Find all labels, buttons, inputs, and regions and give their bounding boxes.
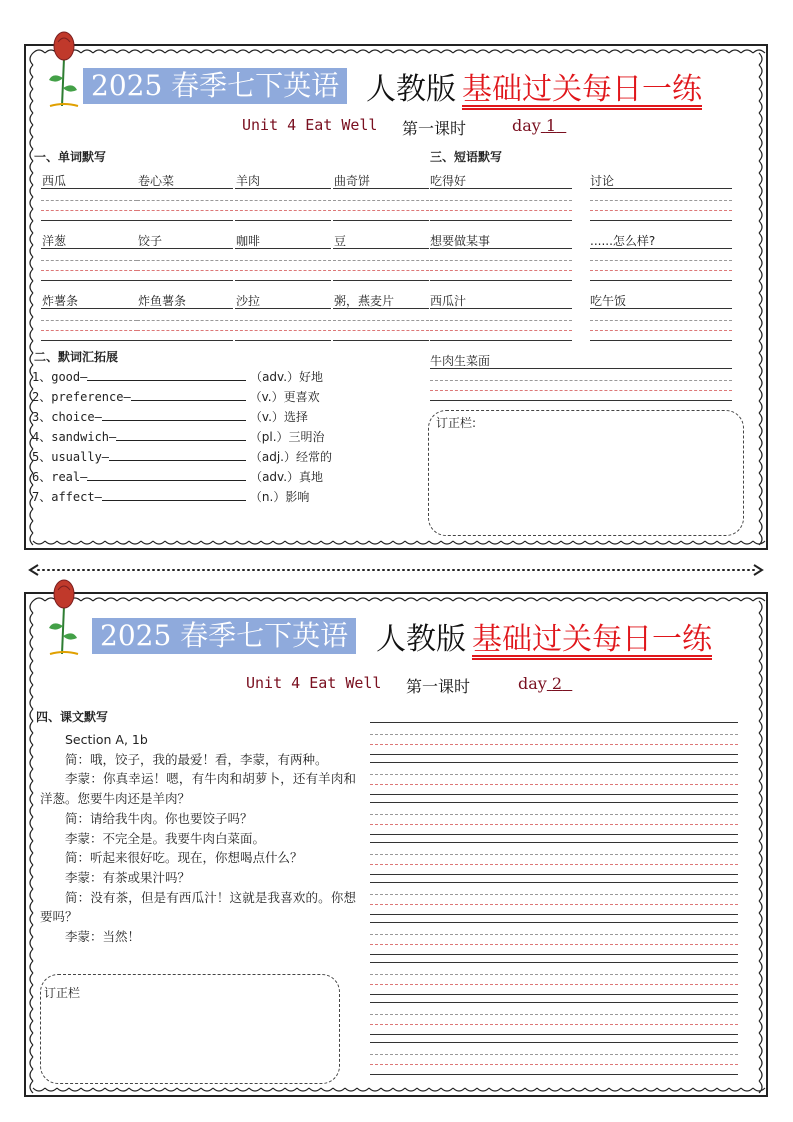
write-line xyxy=(370,922,738,923)
write-line xyxy=(370,722,738,723)
write-line xyxy=(41,280,137,281)
passage-line: 简：哦，饺子，我的最爱！看，李蒙，有两种。 xyxy=(65,751,328,767)
guide-line xyxy=(370,864,738,865)
guide-line xyxy=(41,330,137,331)
edition-label: 人教版 xyxy=(366,72,456,107)
guide-line xyxy=(370,774,738,775)
write-line xyxy=(235,340,331,341)
guide-line xyxy=(590,200,732,201)
answer-blank[interactable] xyxy=(116,430,246,441)
word-prompt: 曲奇饼 xyxy=(334,174,371,188)
phrase-prompt: 吃得好 xyxy=(430,174,467,188)
section1-title: 一、单词默写 xyxy=(34,150,107,164)
guide-line xyxy=(235,330,331,331)
word-prompt: 豆 xyxy=(334,234,347,248)
guide-line xyxy=(137,270,233,271)
write-line xyxy=(590,308,732,309)
phrase-prompt: 西瓜汁 xyxy=(430,294,467,308)
write-line xyxy=(590,340,732,341)
rose-icon xyxy=(44,576,84,656)
cut-line xyxy=(28,564,764,576)
phrase-prompt: 讨论 xyxy=(590,174,615,188)
guide-line xyxy=(235,260,331,261)
guide-line xyxy=(370,974,738,975)
write-line xyxy=(235,188,331,189)
rose-icon xyxy=(44,28,84,108)
write-line xyxy=(370,842,738,843)
write-line xyxy=(41,340,137,341)
word-prompt: 粥，燕麦片 xyxy=(334,294,395,308)
write-line xyxy=(430,220,572,221)
write-line xyxy=(370,954,738,955)
write-line xyxy=(333,340,429,341)
guide-line xyxy=(370,824,738,825)
write-line xyxy=(333,308,429,309)
guide-line xyxy=(235,320,331,321)
write-line xyxy=(590,248,732,249)
guide-line xyxy=(370,744,738,745)
guide-line xyxy=(370,934,738,935)
guide-line xyxy=(590,330,732,331)
guide-line xyxy=(333,210,429,211)
passage-line: 李蒙：当然！ xyxy=(65,929,141,945)
edition-label: 人教版 xyxy=(376,622,466,657)
write-line xyxy=(370,754,738,755)
section4-title: 四、课文默写 xyxy=(36,710,109,724)
write-line xyxy=(430,340,572,341)
guide-line xyxy=(430,270,572,271)
write-line xyxy=(235,248,331,249)
write-line xyxy=(370,762,738,763)
guide-line xyxy=(590,210,732,211)
word-prompt: 西瓜 xyxy=(42,174,67,188)
guide-line xyxy=(370,904,738,905)
guide-line xyxy=(137,200,233,201)
guide-line xyxy=(430,380,732,381)
write-line xyxy=(333,220,429,221)
guide-line xyxy=(370,854,738,855)
correction-label: 订正栏: xyxy=(436,416,477,430)
word-prompt: 沙拉 xyxy=(236,294,261,308)
passage-text xyxy=(40,730,356,947)
passage-line: 李蒙：你真幸运！嗯，有牛肉和胡萝卜，还有羊肉和洋葱。您要牛肉还是羊肉？ xyxy=(40,771,356,807)
write-line xyxy=(333,248,429,249)
guide-line xyxy=(235,270,331,271)
series-banner: 2025 春季七下英语 xyxy=(92,618,356,654)
word-prompt: 饺子 xyxy=(138,234,163,248)
phrase-prompt: 牛肉生菜面 xyxy=(430,354,491,368)
write-line xyxy=(590,220,732,221)
guide-line xyxy=(41,210,137,211)
answer-blank[interactable] xyxy=(87,370,246,381)
answer-blank[interactable] xyxy=(109,450,246,461)
guide-line xyxy=(235,200,331,201)
write-line xyxy=(430,248,572,249)
guide-line xyxy=(333,270,429,271)
write-line xyxy=(41,188,137,189)
guide-line xyxy=(235,210,331,211)
guide-line xyxy=(333,320,429,321)
guide-line xyxy=(370,1054,738,1055)
passage-line: 简：听起来很好吃。现在，你想喝点什么？ xyxy=(65,850,303,866)
vocab-item: 5、usually— （adj.）经常的 xyxy=(32,450,332,464)
guide-line xyxy=(430,320,572,321)
correction-label: 订正栏 xyxy=(44,986,81,1000)
write-line xyxy=(370,874,738,875)
write-line xyxy=(333,280,429,281)
period-label: 第一课时 xyxy=(406,677,471,696)
unit-title: Unit 4 Eat Well xyxy=(242,116,378,134)
guide-line xyxy=(41,200,137,201)
phrase-prompt: 想要做某事 xyxy=(430,234,491,248)
correction-box[interactable] xyxy=(40,974,340,1084)
guide-line xyxy=(333,200,429,201)
write-line xyxy=(370,994,738,995)
write-line xyxy=(590,280,732,281)
write-line xyxy=(333,188,429,189)
vocab-item: 2、preference— （v.）更喜欢 xyxy=(32,390,320,404)
write-line xyxy=(370,802,738,803)
write-line xyxy=(430,400,732,401)
write-line xyxy=(137,308,233,309)
guide-line xyxy=(370,1014,738,1015)
guide-line xyxy=(430,330,572,331)
write-line xyxy=(370,914,738,915)
write-line xyxy=(137,340,233,341)
write-line xyxy=(41,308,137,309)
guide-line xyxy=(430,210,572,211)
passage-line: 李蒙：不完全是。我要牛肉白菜面。 xyxy=(65,830,266,846)
write-line xyxy=(370,882,738,883)
vocab-item: 3、choice— （v.）选择 xyxy=(32,410,308,424)
write-line xyxy=(370,1042,738,1043)
guide-line xyxy=(370,984,738,985)
guide-line xyxy=(41,260,137,261)
write-line xyxy=(370,834,738,835)
guide-line xyxy=(430,260,572,261)
write-line xyxy=(370,794,738,795)
write-line xyxy=(590,188,732,189)
guide-line xyxy=(370,944,738,945)
guide-line xyxy=(41,320,137,321)
vocab-item: 6、real— （adv.）真地 xyxy=(32,470,324,484)
write-line xyxy=(137,280,233,281)
write-line xyxy=(370,1074,738,1075)
guide-line xyxy=(370,814,738,815)
guide-line xyxy=(430,390,732,391)
answer-blank[interactable] xyxy=(102,490,246,501)
guide-line xyxy=(41,270,137,271)
guide-line xyxy=(590,260,732,261)
passage-line: Section A, 1b xyxy=(65,732,148,747)
passage-line: 简：没有茶，但是有西瓜汁！这就是我喜欢的。你想要吗？ xyxy=(40,889,356,925)
answer-blank[interactable] xyxy=(102,410,246,421)
passage-line: 简：请给我牛肉。你也要饺子吗？ xyxy=(65,810,253,826)
write-line xyxy=(235,220,331,221)
series-banner: 2025 春季七下英语 xyxy=(83,68,347,104)
write-line xyxy=(430,368,732,369)
day-label: day 1 xyxy=(512,116,557,135)
guide-line xyxy=(370,784,738,785)
word-prompt: 炸薯条 xyxy=(42,294,79,308)
section3-title: 三、短语默写 xyxy=(430,150,503,164)
period-label: 第一课时 xyxy=(402,119,467,138)
word-prompt: 卷心菜 xyxy=(138,174,175,188)
phrase-prompt: ......怎么样? xyxy=(590,234,656,248)
worksheet-day1 xyxy=(24,44,768,550)
guide-line xyxy=(370,734,738,735)
guide-line xyxy=(137,330,233,331)
write-line xyxy=(235,280,331,281)
guide-line xyxy=(590,270,732,271)
slogan: 基础过关每日一练 xyxy=(472,622,712,657)
guide-line xyxy=(430,200,572,201)
write-line xyxy=(370,1034,738,1035)
word-prompt: 咖啡 xyxy=(236,234,261,248)
guide-line xyxy=(137,210,233,211)
vocab-item: 4、sandwich— （pl.）三明治 xyxy=(32,430,325,444)
write-line xyxy=(370,962,738,963)
word-prompt: 羊肉 xyxy=(236,174,261,188)
day-label: day 2 xyxy=(518,674,563,693)
write-line xyxy=(430,188,572,189)
write-line xyxy=(41,220,137,221)
vocab-item: 7、affect— （n.）影响 xyxy=(32,490,310,504)
answer-blank[interactable] xyxy=(87,470,246,481)
write-line xyxy=(370,1002,738,1003)
guide-line xyxy=(137,260,233,261)
passage-line: 李蒙：有茶或果汁吗？ xyxy=(65,869,191,885)
guide-line xyxy=(370,1064,738,1065)
guide-line xyxy=(137,320,233,321)
section2-title: 二、默词汇拓展 xyxy=(34,350,119,364)
slogan: 基础过关每日一练 xyxy=(462,72,702,107)
phrase-prompt: 吃午饭 xyxy=(590,294,627,308)
guide-line xyxy=(333,260,429,261)
guide-line xyxy=(370,1024,738,1025)
write-line xyxy=(430,280,572,281)
guide-line xyxy=(370,894,738,895)
worksheet-day2 xyxy=(24,592,768,1097)
write-line xyxy=(235,308,331,309)
word-prompt: 炸鱼薯条 xyxy=(138,294,187,308)
guide-line xyxy=(590,320,732,321)
write-line xyxy=(137,248,233,249)
write-line xyxy=(137,188,233,189)
write-line xyxy=(41,248,137,249)
word-prompt: 洋葱 xyxy=(42,234,67,248)
answer-blank[interactable] xyxy=(131,390,246,401)
write-line xyxy=(137,220,233,221)
unit-title: Unit 4 Eat Well xyxy=(246,674,382,692)
write-line xyxy=(430,308,572,309)
guide-line xyxy=(333,330,429,331)
vocab-item: 1、good— （adv.）好地 xyxy=(32,370,324,384)
